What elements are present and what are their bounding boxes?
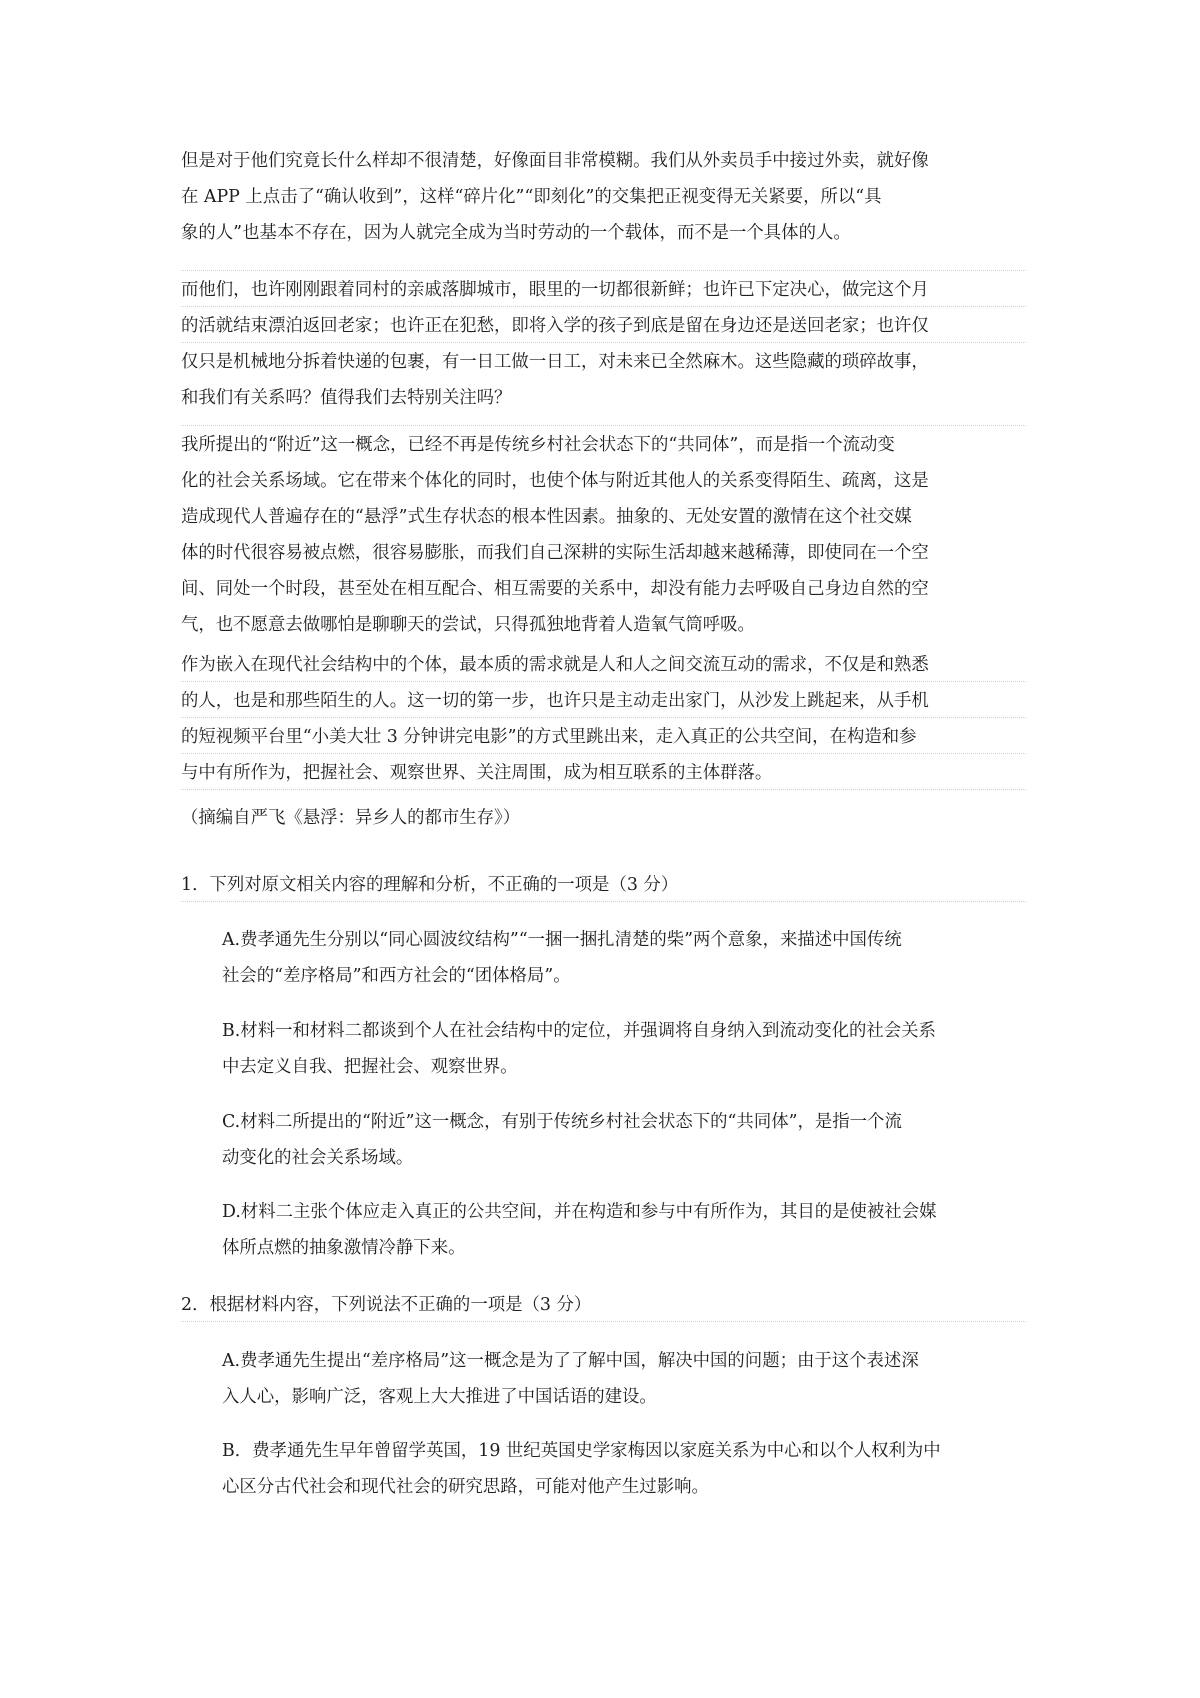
dotted-rule <box>181 753 1026 754</box>
option-line: 体所点燃的抽象激情冷静下来。 <box>222 1238 466 1258</box>
paragraph-line: 与中有所作为，把握社会、观察世界、关注周围，成为相互联系的主体群落。 <box>181 763 773 783</box>
dotted-rule <box>181 342 1026 343</box>
dotted-rule <box>181 681 1026 682</box>
option-line: B．费孝通先生早年曾留学英国，19 世纪英国史学家梅因以家庭关系为中心和以个人权利为中 <box>222 1441 941 1461</box>
paragraph-line: 体的时代很容易被点燃，很容易膨胀，而我们自己深耕的实际生活却越来越稀薄，即使同在一个空 <box>181 543 929 563</box>
dotted-rule <box>181 1321 1026 1322</box>
paragraph-line: 气，也不愿意去做哪怕是聊聊天的尝试，只得孤独地背着人造氧气筒呼吸。 <box>181 615 755 635</box>
dotted-rule <box>181 306 1026 307</box>
option-line: 动变化的社会关系场域。 <box>222 1148 414 1168</box>
dotted-rule <box>181 789 1026 790</box>
paragraph-line: 化的社会关系场域。它在带来个体化的同时，也使个体与附近其他人的关系变得陌生、疏离，这是 <box>181 471 929 491</box>
paragraph-line: 的人，也是和那些陌生的人。这一切的第一步，也许只是主动走出家门，从沙发上跳起来，从手机 <box>181 691 929 711</box>
paragraph-line: 造成现代人普遍存在的“悬浮”式生存状态的根本性因素。抽象的、无处安置的激情在这个社交媒 <box>181 507 912 527</box>
paragraph-line: 仅只是机械地分拆着快递的包裹，有一日工做一日工，对未来已全然麻木。这些隐藏的琐碎故事， <box>181 352 929 372</box>
paragraph-line: 的活就结束漂泊返回老家；也许正在犯愁，即将入学的孩子到底是留在身边还是送回老家；也许仅 <box>181 316 929 336</box>
question-stem: 1．下列对原文相关内容的理解和分析，不正确的一项是（3 分） <box>181 875 679 895</box>
paragraph-line: 间、同处一个时段，甚至处在相互配合、相互需要的关系中，却没有能力去呼吸自己身边自然的空 <box>181 579 929 599</box>
dotted-rule <box>181 901 1026 902</box>
option-line: 社会的“差序格局”和西方社会的“团体格局”。 <box>222 966 571 986</box>
dotted-rule <box>181 425 1026 426</box>
paragraph-line: 我所提出的“附近”这一概念，已经不再是传统乡村社会状态下的“共同体”，而是指一个流动变 <box>181 435 895 455</box>
paragraph-line: 的短视频平台里“小美大壮 3 分钟讲完电影”的方式里跳出来，走入真正的公共空间，在构造和参 <box>181 727 917 747</box>
dotted-rule <box>181 270 1026 271</box>
dotted-rule <box>181 717 1026 718</box>
paragraph-line: 象的人”也基本不存在，因为人就完全成为当时劳动的一个载体，而不是一个具体的人。 <box>181 223 851 243</box>
option-line: A.费孝通先生提出“差序格局”这一概念是为了了解中国，解决中国的问题；由于这个表述深 <box>222 1351 919 1371</box>
option-line: 心区分古代社会和现代社会的研究思路，可能对他产生过影响。 <box>222 1477 709 1497</box>
option-line: A.费孝通先生分别以“同心圆波纹结构”“一捆一捆扎清楚的柴”两个意象，来描述中国传统 <box>222 930 902 950</box>
paragraph-line: 但是对于他们究竟长什么样却不很清楚，好像面目非常模糊。我们从外卖员手中接过外卖，就好像 <box>181 151 929 171</box>
paragraph-line: 作为嵌入在现代社会结构中的个体，最本质的需求就是人和人之间交流互动的需求，不仅是和熟悉 <box>181 655 929 675</box>
paragraph-line: 和我们有关系吗？值得我们去特别关注吗？ <box>181 388 512 408</box>
paragraph-line: 而他们，也许刚刚跟着同村的亲戚落脚城市，眼里的一切都很新鲜；也许已下定决心，做完这个月 <box>181 280 929 300</box>
option-line: 入人心，影响广泛，客观上大大推进了中国话语的建设。 <box>222 1387 657 1407</box>
paragraph-line: 在 APP 上点击了“确认收到”，这样“碎片化”“即刻化”的交集把正视变得无关紧要，所以“具 <box>181 187 882 207</box>
option-line: B.材料一和材料二都谈到个人在社会结构中的定位，并强调将自身纳入到流动变化的社会关系 <box>222 1021 936 1041</box>
option-line: 中去定义自我、把握社会、观察世界。 <box>222 1057 518 1077</box>
option-line: C.材料二所提出的“附近”这一概念，有别于传统乡村社会状态下的“共同体”，是指一个流 <box>222 1112 902 1132</box>
option-line: D.材料二主张个体应走入真正的公共空间，并在构造和参与中有所作为，其目的是使被社会媒 <box>222 1202 937 1222</box>
source-text: （摘编自严飞《悬浮：异乡人的都市生存》） <box>181 808 521 828</box>
question-stem: 2．根据材料内容，下列说法不正确的一项是（3 分） <box>181 1295 592 1315</box>
